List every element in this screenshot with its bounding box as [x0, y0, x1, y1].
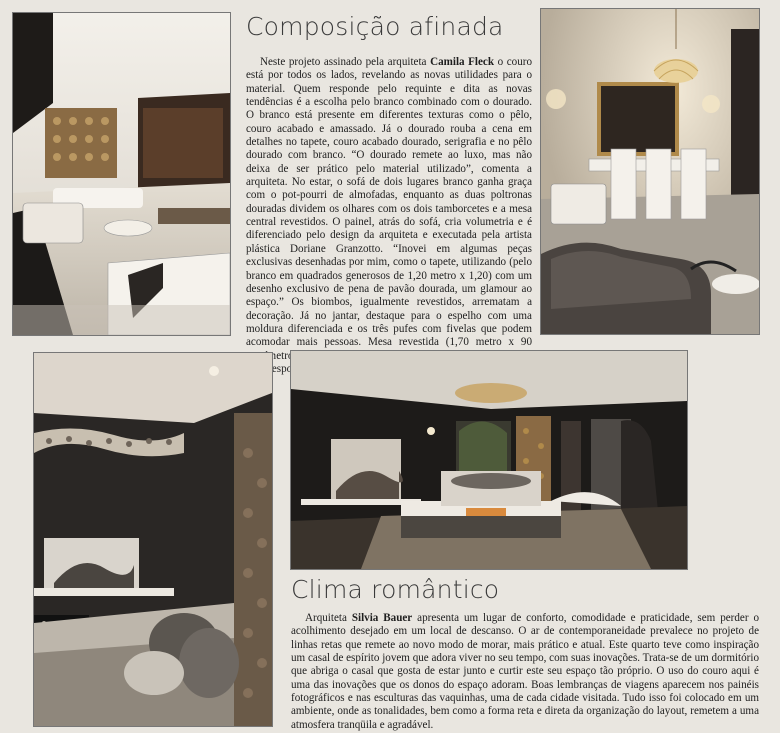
article-1-text: o couro está por todos os lados, revelando as novas utilidades para o material. Quem responde pelo requinte e dita as novas tendências é a escolha pelo branco combinado com o dourado. O branco está presente em diferentes texturas como o pêlo, couro acabado e amassado. Já o dourado rouba a cena em detalhes no tapete, couro acabado dourado, serigrafia e no pêlo dourado com branco. “O dourado remete ao luxo, mas não deixa de ser prático pelo material utilizado”, comenta a arquiteta. No estar, o sofá de dois lugares branco ganha graça com o pot-pourri de almofadas, enquanto as duas poltronas douradas dividem os olhares com os dois tamborcetes e a mesa central revestidos. O painel, atrás do sofá, cria volumetria e é diferenciado pelo design da arquiteta e executada pela artista plástica Doriane Granzotto. “Inovei em algumas peças exclusivas desenhadas por mim, como o tapete, utilizando (pelo branco em quadrados generosos de 1,20 metro x 1,20) com um desenho exclusivo de pena de pavão dourada, um glamour ao espaço.” Os biombos, igualmente revestidos, arrematam a decoração. Já no jantar, destaque para o espelho com uma moldura diferenciada e os três pufes com fivelas que podem acomodar mais pessoas. Mesa revestida (1,70 metro x 90 centímetros) — [246, 56, 532, 362]
article-2-intro: Arquiteta — [305, 612, 352, 624]
article-1-architect: Camila Fleck — [430, 56, 495, 68]
article-1-title: Composição afinada — [246, 12, 504, 41]
article-1-intro: Neste projeto assinado pela arquiteta — [260, 56, 431, 68]
bedroom-wide-illustration — [291, 351, 687, 569]
bedroom-photo-wide — [290, 350, 688, 570]
article-1-paragraph — [246, 56, 532, 376]
dining-room-illustration — [541, 9, 759, 334]
article-2-text: apresenta um lugar de conforto, comodidade e praticidade, sem perder o acolhimento desejado em um local de descanso. O ar de contemporaneidade prevalece no projeto de linhas retas que remete ao novo modo de morar, mais prático e atual. Este quarto teve como inspiração um casal de espírito jovem que adora viver no seu tempo, com suas inovações. Trata-se de um dormitório que abriga o casal que gosta de estar junto e curtir este seu espaço tão próprio. O uso do couro aqui é uma das inovações que os donos do espaço adoram. Boas lembranças de viagens aparecem nos painéis fotográficos e nas esculturas das vaquinhas, uma de cada cidade visitada. Tudo isso foi colocado em um ambiente, onde as tonalidades, bem como a forma reta e direta da organização do layout, remetem a uma atmosfera tranqüila e agradável. — [291, 612, 760, 731]
bedroom-left-illustration — [34, 353, 272, 726]
living-room-illustration — [13, 13, 230, 335]
article-2-body — [291, 612, 759, 732]
article-2-architect: Silvia Bauer — [351, 612, 413, 624]
dining-room-photo — [540, 8, 760, 335]
article-1-body — [246, 56, 532, 376]
article-2-title: Clima romântico — [291, 575, 500, 604]
article-2-paragraph — [291, 612, 759, 732]
living-room-photo — [12, 12, 231, 336]
bedroom-photo-left — [33, 352, 273, 727]
